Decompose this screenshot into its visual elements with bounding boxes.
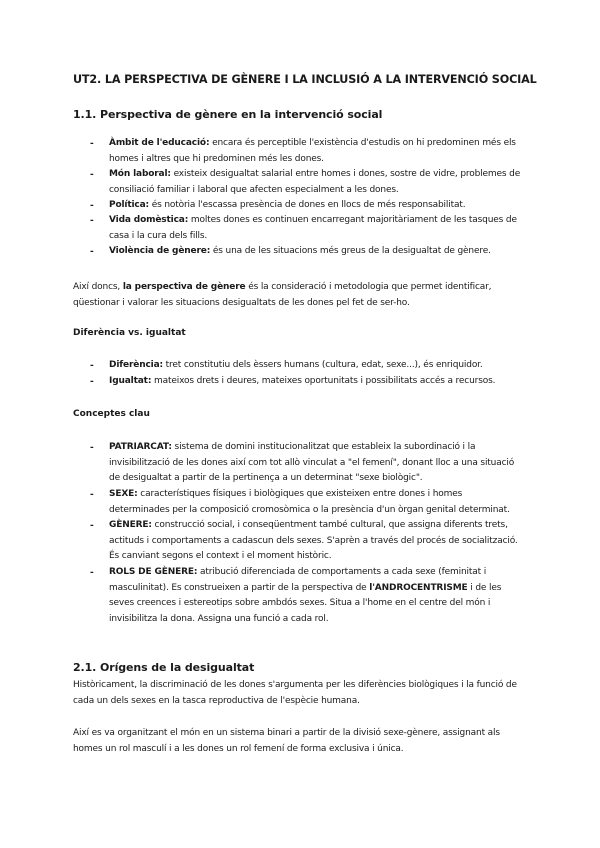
bullet-dash: - bbox=[90, 201, 94, 211]
bullet-dash: - bbox=[90, 170, 94, 180]
bullet-dash: - bbox=[90, 443, 94, 453]
item-term: PATRIARCAT: bbox=[109, 442, 172, 452]
item-term: ROLS DE GÈNERE: bbox=[109, 567, 198, 577]
list-item-vida-domestica: Vida domèstica: moltes dones es continuen encarregant majoritàriament de les tasques de casa i la cura dels fills. bbox=[109, 215, 517, 241]
item-term: Àmbit de l'educació: bbox=[109, 138, 210, 148]
bullet-dash: - bbox=[90, 216, 94, 226]
list-item-mon-laboral: Món laboral: existeix desigualtat salarial entre homes i dones, sostre de vidre, problemes de consiliació familiar i laboral que afecten especialment a les dones. bbox=[109, 169, 521, 195]
subheading-diferencia: Diferència vs. igualtat bbox=[73, 328, 186, 338]
bullet-dash: - bbox=[90, 139, 94, 149]
paragraph-historicament: Històricament, la discriminació de les dones s'argumenta per les diferències biològiques i la funció de cada un dels sexes en la tasca reproductiva de l'espècie humana. bbox=[73, 680, 517, 706]
bullet-dash: - bbox=[90, 490, 94, 500]
bullet-dash: - bbox=[90, 521, 94, 531]
bullet-dash: - bbox=[90, 361, 94, 371]
item-term: Igualtat: bbox=[109, 376, 152, 386]
list-item-patriarcat: PATRIARCAT: sistema de domini institucionalitzat que estableix la subordinació i la invisibilització de les dones així com tot allò vinculat a "el femení", donant lloc a una situació de desigualtat a partir de la pertinença a un determinat "sexe biològic". bbox=[109, 442, 515, 483]
bullet-dash: - bbox=[90, 377, 94, 387]
item-term: GÈNERE: bbox=[109, 520, 152, 530]
list-item-genere: GÈNERE: construcció social, i conseqüentment també cultural, que assigna diferents trets, actituds i comportaments a cadascun dels sexes. S'aprèn a través del procés de socialització. És canviant segons el context i el moment històric. bbox=[109, 520, 518, 561]
list-item-educacio: Àmbit de l'educació: encara és perceptible l'existència d'estudis on hi predominen més els homes i altres que hi predominen més les dones. bbox=[109, 138, 516, 164]
item-term: Política: bbox=[109, 200, 149, 210]
list-item-politica: Política: és notòria l'escassa presència de dones en llocs de més responsabilitat. bbox=[109, 200, 466, 210]
item-term: Món laboral: bbox=[109, 169, 171, 179]
list-item-sexe: SEXE: característiques físiques i biològiques que existeixen entre dones i homes determinades per la composició cromosòmica o la presència d'un òrgan genital determinat. bbox=[109, 489, 510, 515]
item-term: Vida domèstica: bbox=[109, 215, 189, 225]
list-item-diferencia: Diferència: tret constitutiu dels èssers humans (cultura, edat, sexe...), és enriquidor. bbox=[109, 360, 483, 370]
paragraph-sistema-binari: Així es va organitzant el món en un sistema binari a partir de la divisió sexe-gènere, assignant als homes un rol masculí i a les dones un rol femení de forma exclusiva i única. bbox=[73, 728, 500, 754]
list-item-rols-genere: ROLS DE GÈNERE: atribució diferenciada de comportaments a cada sexe (feminitat i masculinitat). Es construeixen a partir de la perspectiva de l'ANDROCENTRISME i de les seves creences i estereotips sobre ambdós sexes. Situa a l'home en el centre del món i invisibilitza la dona. Assigna una funció a cada rol. bbox=[109, 567, 502, 624]
list-item-violencia: Violència de gènere: és una de les situacions més greus de la desigualtat de gènere. bbox=[109, 246, 491, 256]
section-heading-perspectiva: 1.1. Perspectiva de gènere en la intervenció social bbox=[73, 108, 383, 121]
bullet-dash: - bbox=[90, 247, 94, 257]
item-term: SEXE: bbox=[109, 489, 138, 499]
list-item-igualtat: Igualtat: mateixos drets i deures, mateixes oportunitats i possibilitats accés a recursos. bbox=[109, 376, 496, 386]
subheading-conceptes: Conceptes clau bbox=[73, 409, 150, 419]
bullet-dash: - bbox=[90, 568, 94, 578]
document-title: UT2. LA PERSPECTIVA DE GÈNERE I LA INCLUSIÓ A LA INTERVENCIÓ SOCIAL bbox=[73, 73, 537, 86]
section-heading-origens: 2.1. Orígens de la desigualtat bbox=[73, 661, 255, 674]
paragraph-perspectiva: Així doncs, la perspectiva de gènere és la consideració i metodologia que permet identificar, qüestionar i valorar les situacions desigualtats de les dones pel fet de ser-ho. bbox=[73, 282, 492, 308]
item-term: Violència de gènere: bbox=[109, 246, 211, 256]
item-term: Diferència: bbox=[109, 360, 163, 370]
